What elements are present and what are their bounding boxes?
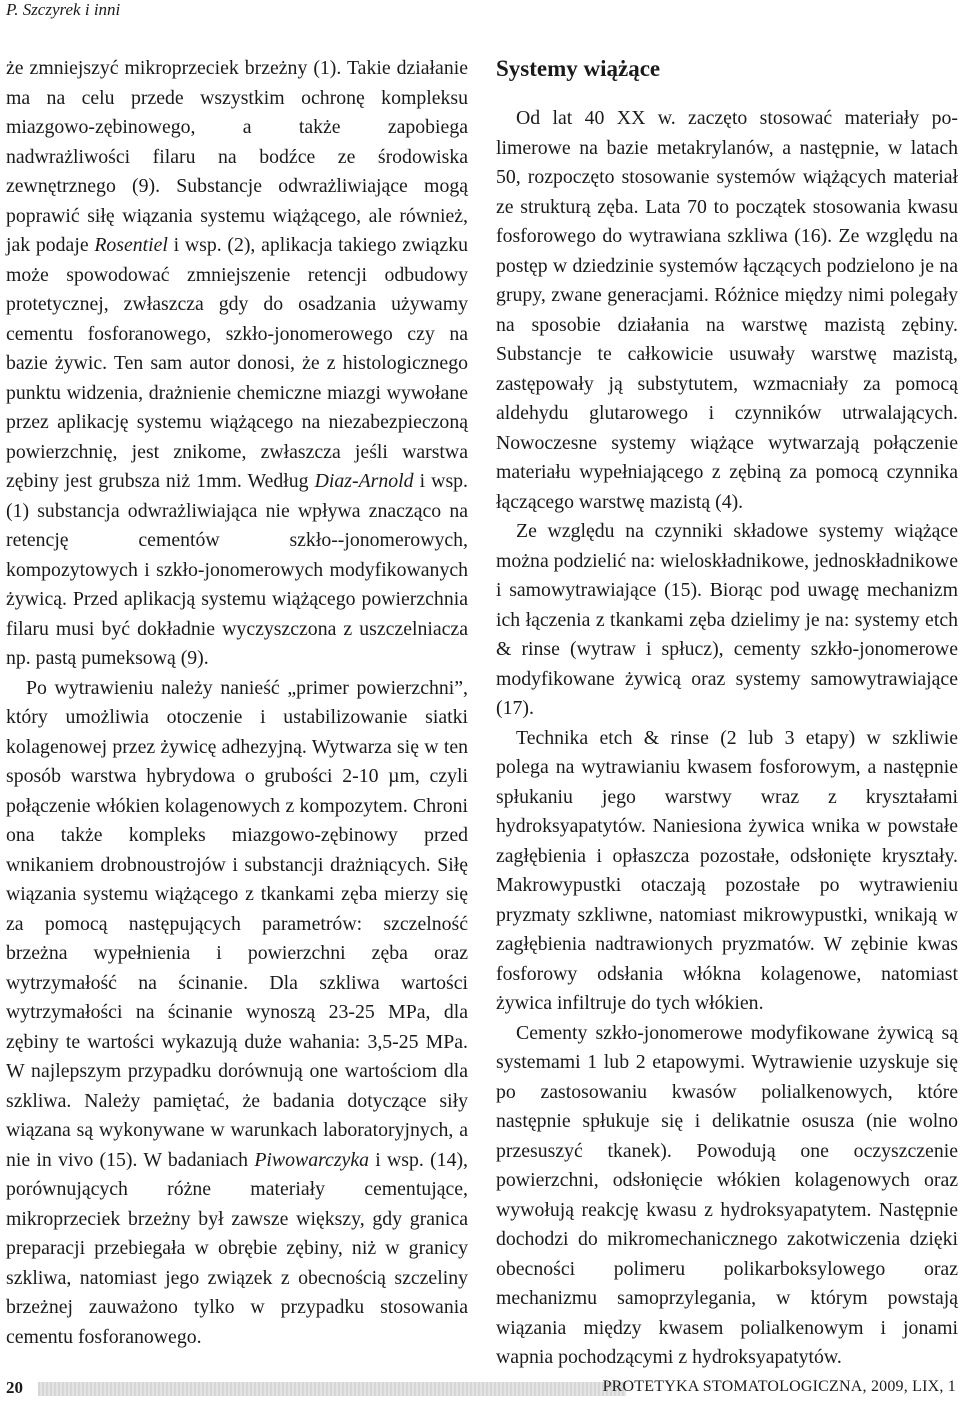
page-number: 20 (6, 1378, 23, 1397)
text-segment: i wsp. (1) substancja odwrażliwiająca nie wpływa znacząco na retencję cementów szkło--jonomerowych, kompozytowych i szkło-jonomerowych modyfikowanych żywicą. Przed aplikacją systemu wiążącego powierzchnia filaru musi być dokładnie wyczyszczona z uszczelniacza np. pastą pumeksową (9). (6, 470, 468, 669)
author-name: Diaz-Arnold (314, 470, 414, 492)
text-segment: Cementy szkło-jonomerowe modyfikowane żywicą są systemami 1 lub 2 etapowymi. Wytrawienie uzyskuje się po zastosowaniu kwasów polialkenowych, które następnie spłukuje się i delikatnie osusza (nie wolno przesuszyć tkanek). Powodują one oczyszczenie powierzchni, odsłonięcie włókien kolagenowych oraz wywołują reakcję kwasu z hydroksyapatytem. Następnie dochodzi do mikromechanicznego zakotwiczenia dzięki obecności polimeru polikarboksylowego oraz mechanizmu samoprzylegania, w którym powstają wiązania między kwasem polialkenowym i jonami wapnia pochodzącymi z hydroksyapatytów. (496, 1021, 958, 1368)
text-segment: Ze względu na czynniki składowe systemy wiążące można podzielić na: wieloskładnikowe, jednoskładnikowe i samowytrawiające (15). Biorąc pod uwagę mechanizm ich łączenia z tkankami zęba dzielimy je na: systemy etch & rinse (wytraw i spłucz), cementy szkło-jonomerowe modyfikowane żywicą oraz systemy samowytrawiające (17). (496, 520, 958, 719)
body-paragraph (6, 54, 468, 674)
text-segment: że zmniejszyć mikroprzeciek brzeżny (1). Takie działanie ma na celu przede wszystkim ochronę kompleksu miazgowo-zębinowego, a także zapobiega nadwrażliwości filaru na bodźce ze środowiska zewnętrznego (9). Substancje odwrażliwiające mogą poprawić siłę wiązania systemu wiążącego, ale również, jak podaje (6, 57, 468, 256)
journal-reference: PROTETYKA STOMATOLOGICZNA, 2009, LIX, 1 (602, 1378, 956, 1395)
running-head: P. Szczyrek i inni (6, 0, 121, 19)
right-column-body (496, 104, 958, 1373)
text-segment: i wsp. (2), aplikacja takiego związku może spowodować zmniejszenie retencji odbudowy protetycznej, zwłaszcza gdy do osadzania używamy cementu fosforanowego, szkło-jonomerowego czy na bazie żywic. Ten sam autor donosi, że z histologicznego punktu widzenia, drażnienie chemiczne miazgi wywołane przez aplikację systemu wiążącego na niezabezpieczoną powierzchnię, jest znikome, zwłaszcza jeśli warstwa zębiny jest grubsza niż 1mm. Według (6, 234, 468, 492)
left-column (6, 54, 468, 1352)
body-paragraph (496, 724, 958, 1019)
text-segment: Technika etch & rinse (2 lub 3 etapy) w szkliwie polega na wytrawianiu kwasem fosforowym, a następnie spłukaniu jego warstwy wraz z kryształami hydroksyapatytów. Naniesiona żywica wnika w powstałe zagłębienia i opłaszcza pozostałe, odsłonięte kryształy. Makrowypustki otaczają pozostałe po wytrawieniu pryzmaty szkliwne, natomiast mikrowypustki, wnikają w zagłębienia nadtrawionych pryzmatów. W zębinie kwas fosforowy odsłania włókna kolagenowe, natomiast żywica infiltruje do tych włókien. (496, 726, 958, 1014)
body-paragraph (6, 674, 468, 1353)
body-paragraph (496, 1019, 958, 1373)
author-name: Piwowarczyka (254, 1148, 369, 1171)
text-segment: Po wytrawieniu należy nanieść „primer powierzchni”, który umożliwia otoczenie i ustabilizowanie siatki kolagenowej przez żywicę adhezyjną. Wytwarza się w ten sposób warstwa hybrydowa o grubości 2-10 µm, czyli połączenie włókien kolagenowych z kompozytem. Chroni ona także kompleks miazgowo-zębinowy przed wnikaniem drobnoustrojów i substancji drażniących. Siłę wiązania systemu wiążącego z tkankami zęba mierzy się za pomocą następujących parametrów: szczelność brzeżna wypełnienia i powierzchni zęba oraz wytrzymałość na ścinanie. Dla szkliwa wartości wytrzymałości na ścinanie wynoszą 23-25 MPa, dla zębiny te wartości wykazują duże wahania: 3,5-25 MPa. W najlepszym przypadku dorównują one wartościom dla szkliwa. Należy pamiętać, że badania dotyczące siły wiązana są wykonywane w warunkach laboratoryjnych, a nie in vivo (15). W badaniach (6, 676, 468, 1171)
author-name: Rosentiel (94, 234, 168, 256)
text-segment: Od lat 40 XX w. zaczęto stosować materiały polimerowe na bazie metakrylanów, a następnie, w latach 50, rozpoczęto stosowanie systemów wiążących materiał ze strukturą zęba. Lata 70 to początek stosowania kwasu fosforowego do wytrawiana szkliwa (16). Ze względu na postęp w dziedzinie systemów łączących podzielono je na grupy, zwane generacjami. Różnice między nimi polegały na sposobie działania na warstwę mazistą zębiny. Substancje te całkowicie usuwały warstwę mazistą, zastępowały ją substytutem, wzmacniały za pomocą aldehydu glutarowego i czynników utrwalających. Nowoczesne systemy wiążące wytwarzają połączenie materiału wypełniającego z zębiną za pomocą czynnika łączącego warstwę mazistą (4). (496, 107, 958, 513)
body-paragraph (496, 517, 958, 724)
body-paragraph (496, 104, 958, 517)
right-column (496, 54, 958, 1373)
page-footer (0, 1376, 960, 1401)
text-segment: i wsp. (14), porównujących różne materiały cementujące, mikroprzeciek brzeżny był zawsze większy, gdy granica preparacji przebiegała w obrębie zębiny, niż w granicy szkliwa, natomiast jego związek z obecnością szczeliny brzeżnej zauważono tylko w przypadku stosowania cementu fosforanowego. (6, 1148, 468, 1348)
section-heading: Systemy wiążące (496, 56, 661, 81)
footer-rule (38, 1382, 626, 1396)
